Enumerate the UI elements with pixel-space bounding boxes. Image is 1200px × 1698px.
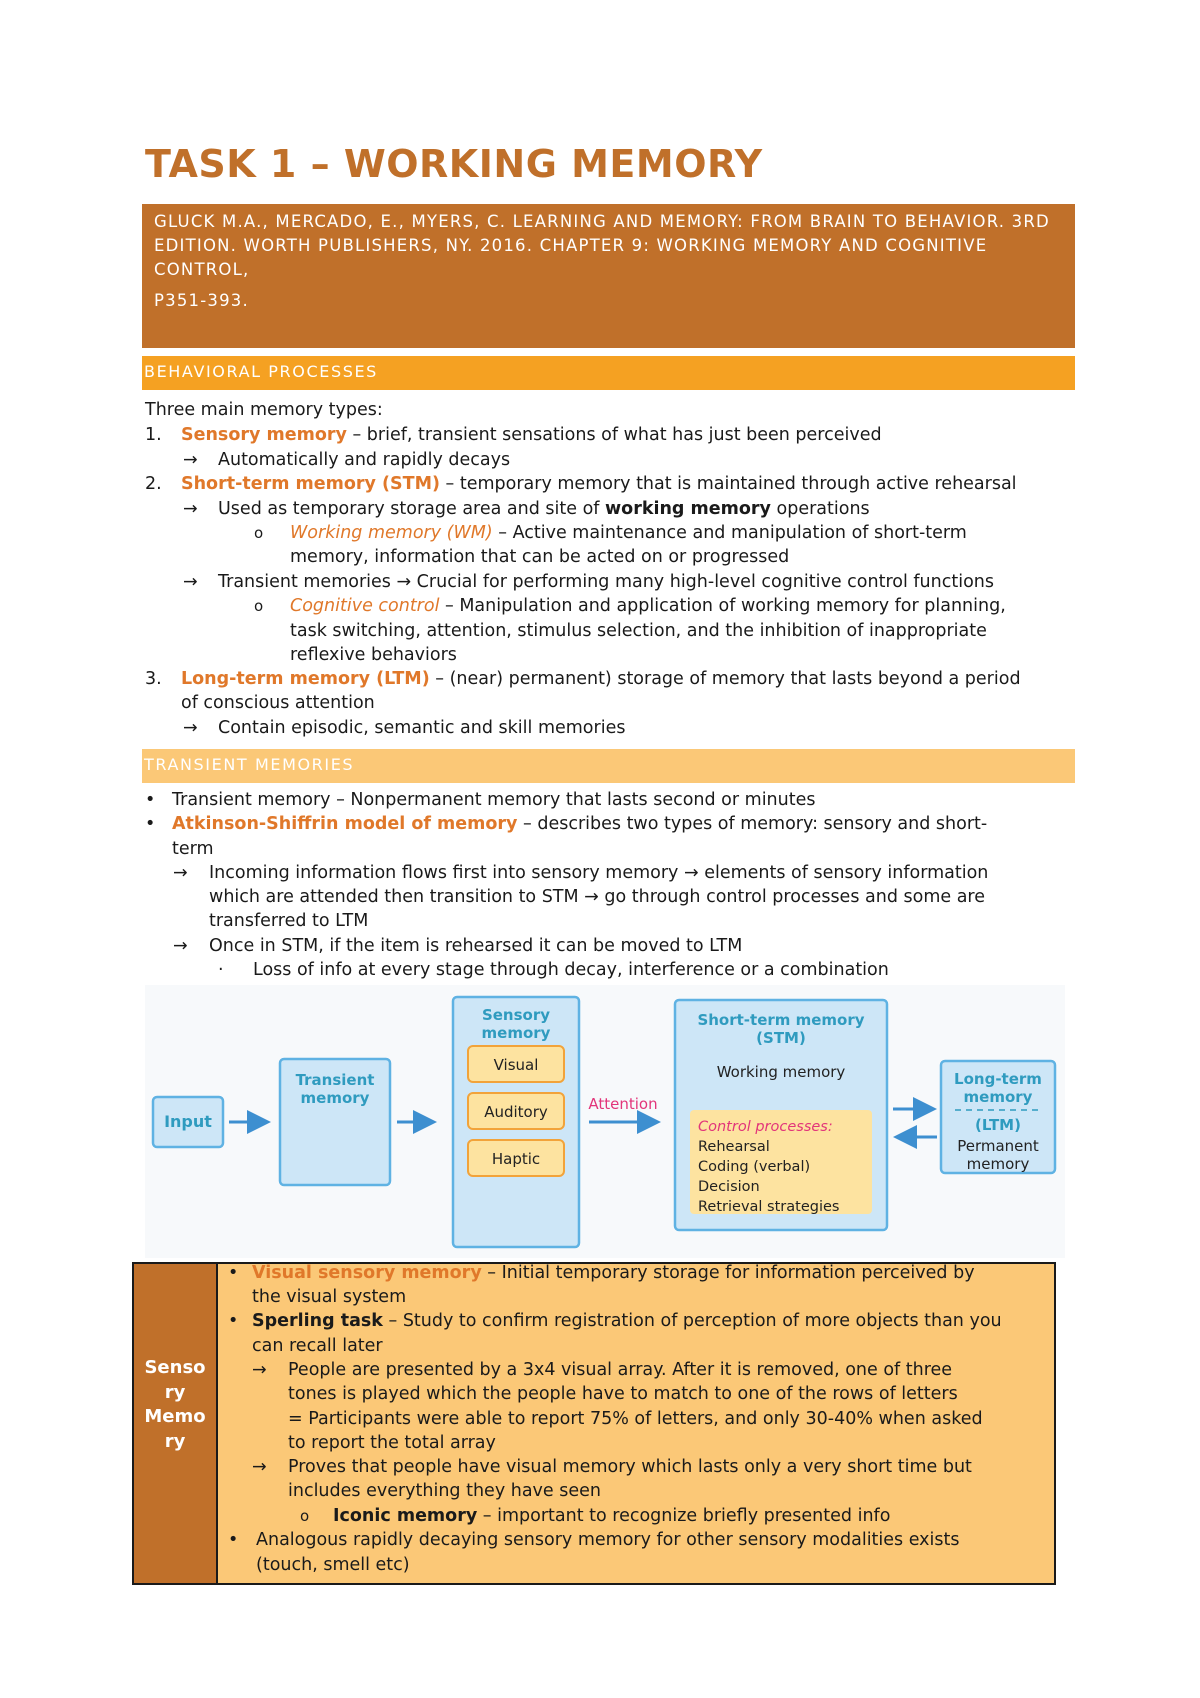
continuation: to report the total array <box>288 1433 496 1453</box>
definition: – Active maintenance and manipulation of short-term <box>492 523 967 543</box>
row-header-line: Memo <box>144 1406 206 1428</box>
continuation: = Participants were able to report 75% of letters, and only 30-40% when asked <box>288 1409 983 1429</box>
citation-line-1: GLUCK M.A., MERCADO, E., MYERS, C. LEARNING AND MEMORY: FROM BRAIN TO BEHAVIOR. 3RD <box>154 212 1050 231</box>
sensory-label-2: memory <box>481 1024 551 1042</box>
coding-label: Coding (verbal) <box>698 1159 811 1175</box>
sensory-label-1: Sensory <box>481 1006 551 1024</box>
retrieval-label: Retrieval strategies <box>698 1199 840 1215</box>
circle-bullet-icon: o <box>254 524 264 542</box>
bullet-text: Analogous rapidly decaying sensory memory for other sensory modalities exists <box>256 1530 960 1550</box>
term: Short-term memory (STM) <box>181 474 440 494</box>
bullet-text <box>252 1261 975 1286</box>
sub-point: Once in STM, if the item is rehearsed it can be moved to LTM <box>209 936 743 956</box>
sub-sub-point: Loss of info at every stage through decay, interference or a combination <box>253 960 889 980</box>
bold-term: Iconic memory <box>333 1506 478 1526</box>
sub-point: Automatically and rapidly decays <box>218 450 511 470</box>
table-row-header <box>134 1264 218 1583</box>
arrow-icon: → <box>183 499 198 519</box>
text: Used as temporary storage area and site of <box>218 499 606 519</box>
list-item-text <box>181 667 1021 692</box>
sub-point: Transient memories → Crucial for performing many high-level cognitive control functions <box>218 572 994 592</box>
ltm-label-5: memory <box>966 1155 1030 1173</box>
atkinson-shiffrin-diagram <box>145 985 1065 1258</box>
item-number: 3. <box>145 669 162 689</box>
bullet-icon: • <box>145 814 156 834</box>
continuation: the visual system <box>252 1287 407 1307</box>
definition: – temporary memory that is maintained through active rehearsal <box>439 474 1017 494</box>
section-heading-text: BEHAVIORAL PROCESSES <box>144 362 378 381</box>
stm-label-1: Short-term memory <box>697 1011 865 1029</box>
continuation: transferred to LTM <box>209 911 369 931</box>
list-item-text <box>181 423 882 448</box>
definition: – (near) permanent) storage of memory that lasts beyond a period <box>429 669 1021 689</box>
continuation: of conscious attention <box>181 693 375 713</box>
definition: – Initial temporary storage for information perceived by <box>481 1263 975 1283</box>
sub-sub-point <box>290 521 967 546</box>
sub-point <box>218 497 870 522</box>
term: Long-term memory (LTM) <box>181 669 430 689</box>
text: operations <box>770 499 870 519</box>
row-header-line: ry <box>164 1430 186 1452</box>
sub-point: People are presented by a 3x4 visual array. After it is removed, one of three <box>288 1360 953 1380</box>
arrow-icon: → <box>173 936 188 956</box>
small-bullet-icon: · <box>218 960 224 980</box>
arrow-icon: → <box>183 718 198 738</box>
bullet-icon: • <box>228 1311 239 1331</box>
input-label: Input <box>164 1112 212 1131</box>
intro-text: Three main memory types: <box>145 400 383 420</box>
transient-label-2: memory <box>300 1089 370 1107</box>
auditory-label: Auditory <box>484 1103 548 1121</box>
sensory-memory-table <box>132 1262 1056 1585</box>
circle-bullet-icon: o <box>300 1507 310 1525</box>
row-header-line: Senso <box>144 1357 206 1378</box>
bullet-text <box>172 812 987 837</box>
transient-label-1: Transient <box>295 1071 375 1089</box>
citation-banner <box>142 204 1075 348</box>
arrow-icon: → <box>252 1457 267 1477</box>
ltm-label-3: (LTM) <box>975 1116 1021 1134</box>
visual-label: Visual <box>493 1056 539 1074</box>
term: Visual sensory memory <box>252 1263 482 1283</box>
definition: – brief, transient sensations of what has just been perceived <box>346 425 882 445</box>
continuation: reflexive behaviors <box>290 645 457 665</box>
bullet-icon: • <box>145 790 156 810</box>
bullet-text: Transient memory – Nonpermanent memory that lasts second or minutes <box>172 790 816 810</box>
bullet-text <box>252 1309 1002 1334</box>
continuation: tones is played which the people have to match to one of the rows of letters <box>288 1384 958 1404</box>
continuation: (touch, smell etc) <box>256 1555 410 1575</box>
sub-sub-point <box>290 594 1006 619</box>
control-label: Control processes: <box>698 1119 833 1135</box>
sub-sub-point <box>333 1504 890 1529</box>
term: Sensory memory <box>181 425 347 445</box>
table-cell <box>220 1264 1054 1583</box>
continuation: includes everything they have seen <box>288 1481 601 1501</box>
bold-term: Sperling task <box>252 1311 383 1331</box>
list-item <box>145 423 162 448</box>
bullet-icon: • <box>228 1530 239 1550</box>
row-header-line: ry <box>164 1381 186 1403</box>
sub-point: Incoming information flows first into sensory memory → elements of sensory information <box>209 863 989 883</box>
bullet-icon: • <box>228 1263 239 1283</box>
working-memory-label: Working memory <box>716 1063 846 1081</box>
ltm-label-2: memory <box>963 1088 1033 1106</box>
attention-label: Attention <box>588 1095 658 1113</box>
decision-label: Decision <box>698 1179 760 1195</box>
term: Atkinson-Shiffrin model of memory <box>172 814 518 834</box>
haptic-label: Haptic <box>491 1150 541 1168</box>
continuation: term <box>172 839 214 859</box>
stm-label-2: (STM) <box>756 1029 806 1047</box>
continuation: which are attended then transition to STM → go through control processes and some are <box>209 887 985 907</box>
rehearsal-label: Rehearsal <box>698 1139 770 1155</box>
definition: – Manipulation and application of working memory for planning, <box>439 596 1006 616</box>
definition: – describes two types of memory: sensory and short- <box>517 814 988 834</box>
section-heading-transient <box>142 749 1075 783</box>
ltm-label-1: Long-term <box>954 1070 1042 1088</box>
continuation: task switching, attention, stimulus selection, and the inhibition of inappropriate <box>290 621 987 641</box>
continuation: can recall later <box>252 1336 383 1356</box>
item-number: 2. <box>145 474 162 494</box>
sub-point: Proves that people have visual memory which lasts only a very short time but <box>288 1457 972 1477</box>
ltm-label-4: Permanent <box>957 1137 1039 1155</box>
citation-line-2: EDITION. WORTH PUBLISHERS, NY. 2016. CHAPTER 9: WORKING MEMORY AND COGNITIVE CONTROL, <box>154 236 988 279</box>
list-item-text <box>181 472 1017 497</box>
arrow-icon: → <box>173 863 188 883</box>
page-title: TASK 1 – WORKING MEMORY <box>145 142 763 186</box>
term: Working memory (WM) <box>290 523 493 543</box>
term: Cognitive control <box>290 596 440 616</box>
arrow-icon: → <box>183 572 198 592</box>
item-number: 1. <box>145 425 162 445</box>
row-header-label <box>134 1356 216 1454</box>
bold-term: working memory <box>605 499 771 519</box>
circle-bullet-icon: o <box>254 597 264 615</box>
definition: – important to recognize briefly presented info <box>477 1506 891 1526</box>
section-heading-behavioral <box>142 356 1075 390</box>
sub-point: Contain episodic, semantic and skill memories <box>218 718 626 738</box>
arrow-icon: → <box>252 1360 267 1380</box>
definition: – Study to confirm registration of perception of more objects than you <box>382 1311 1002 1331</box>
section-heading-text: TRANSIENT MEMORIES <box>144 755 355 774</box>
continuation: memory, information that can be acted on or progressed <box>290 547 790 567</box>
arrow-icon: → <box>183 450 198 470</box>
citation-line-3: P351-393. <box>154 291 249 310</box>
